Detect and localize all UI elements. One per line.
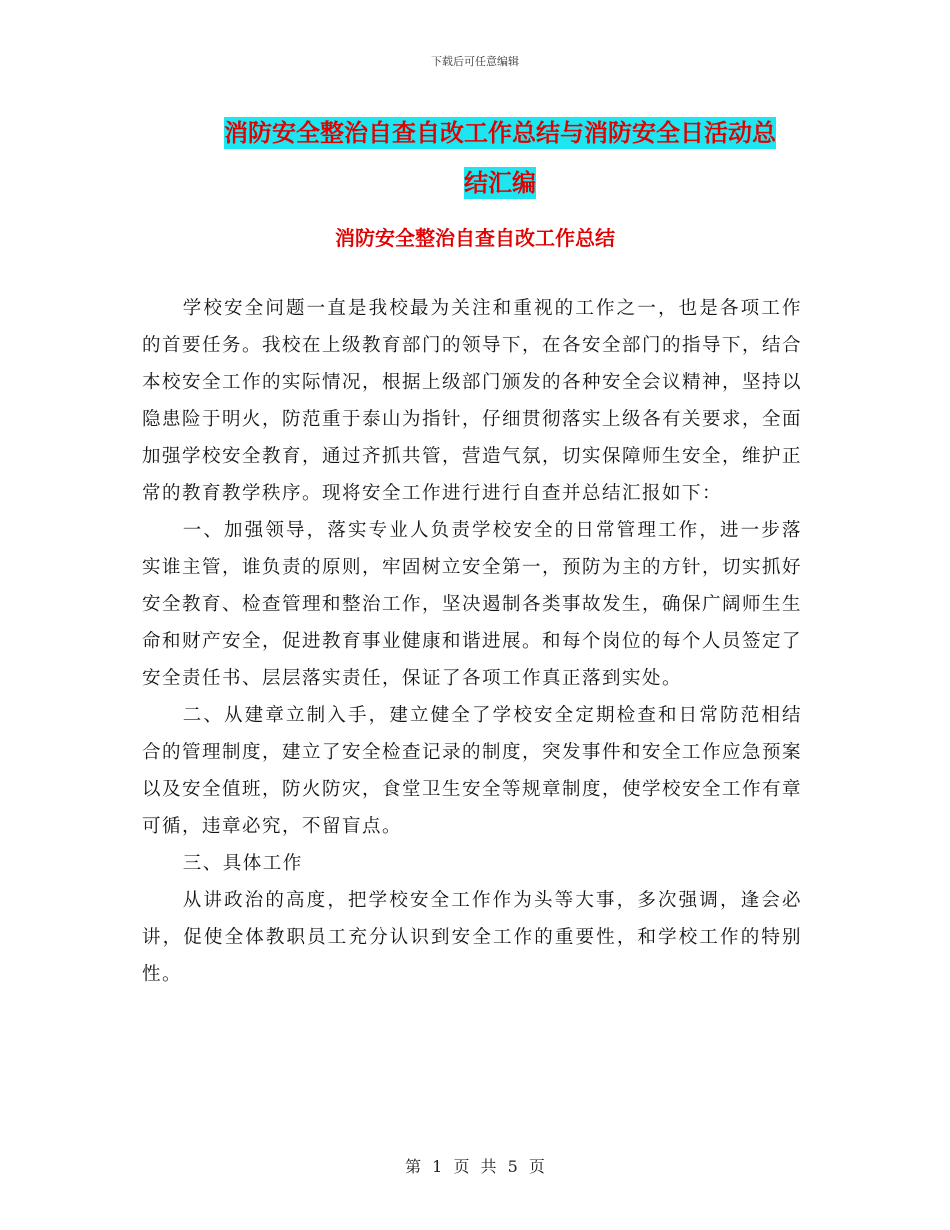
page-footer: 第 1 页 共 5 页 <box>405 1157 545 1176</box>
section-title: 消防安全整治自查自改工作总结 <box>335 226 615 250</box>
document-title <box>150 108 850 208</box>
paragraph: 三、具体工作 <box>182 853 303 874</box>
paragraph: 二、从建章立制入手，建立健全了学校安全定期检查和日常防范相结合的管理制度，建立了安全检查记录的制度，突发事件和安全工作应急预案以及安全值班，防火防灾，食堂卫生安全等规章制度，使学校安全工作有章可循，违章必究，不留盲点。 <box>142 705 803 837</box>
paragraph: 一、加强领导，落实专业人负责学校安全的日常管理工作，进一步落实谁主管，谁负责的原则，牢固树立安全第一，预防为主的方针，切实抓好安全教育、检查管理和整治工作，坚决遏制各类事故发生，确保广阔师生生命和财产安全，促进教育事业健康和谐进展。和每个岗位的每个人员签定了安全责任书、层层落实责任，保证了各项工作真正落到实处。 <box>142 520 803 689</box>
paragraph: 学校安全问题一直是我校最为关注和重视的工作之一，也是各项工作的首要任务。我校在上级教育部门的领导下，在各安全部门的指导下，结合本校安全工作的实际情况，根据上级部门颁发的各种安全会议精神，坚持以隐患险于明火，防范重于泰山为指针，仔细贯彻落实上级各有关要求，全面加强学校安全教育，通过齐抓共管，营造气氛，切实保障师生安全，维护正常的教育教学秩序。现将安全工作进行进行自查并总结汇报如下： <box>142 298 803 504</box>
document-title-line-2: 结汇编 <box>464 169 536 197</box>
document-title-line-1: 消防安全整治自查自改工作总结与消防安全日活动总 <box>224 119 776 147</box>
header-note: 下载后可任意编辑 <box>431 55 519 68</box>
paragraph: 从讲政治的高度，把学校安全工作作为头等大事，多次强调，逢会必讲，促使全体教职员工充分认识到安全工作的重要性，和学校工作的特别性。 <box>142 890 802 985</box>
body-text <box>142 290 802 993</box>
